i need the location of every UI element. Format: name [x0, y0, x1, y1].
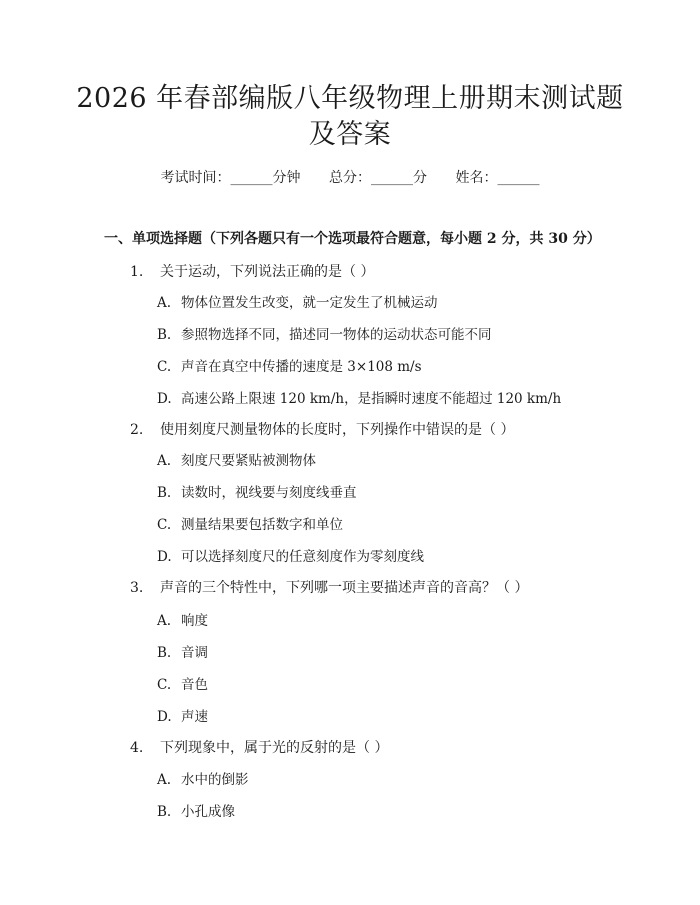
option-text: 测量结果要包括数字和单位 — [181, 517, 343, 533]
question-2-option-b — [157, 483, 357, 503]
question-number: 1. — [130, 264, 144, 280]
question-2-option-d — [157, 547, 424, 567]
question-4-option-a — [157, 770, 249, 790]
option-letter: B. — [157, 804, 172, 820]
option-text: 读数时，视线要与刻度线垂直 — [181, 485, 357, 501]
question-1-option-b — [157, 325, 492, 345]
question-1-option-d — [157, 389, 561, 409]
question-1-option-c — [157, 357, 422, 377]
option-letter: C. — [157, 359, 172, 375]
exam-title-line-1: 2026 年春部编版八年级物理上册期末测试题 — [76, 83, 624, 114]
question-1 — [130, 262, 374, 282]
option-letter: B. — [157, 327, 172, 343]
option-letter: D. — [157, 391, 172, 407]
option-text: 声速 — [181, 709, 208, 725]
option-letter: A. — [157, 453, 172, 469]
question-2 — [130, 420, 514, 440]
option-text: 刻度尺要紧贴被测物体 — [181, 453, 316, 469]
option-letter: D. — [157, 549, 172, 565]
question-text: 关于运动，下列说法正确的是（ ） — [160, 264, 375, 280]
question-3-option-d — [157, 707, 208, 727]
student-name-field: 姓名：______ — [455, 170, 540, 186]
question-text: 声音的三个特性中，下列哪一项主要描述声音的音高？（ ） — [160, 580, 529, 596]
option-text: 高速公路上限速 120 km/h，是指瞬时速度不能超过 120 km/h — [181, 391, 562, 407]
option-text: 可以选择刻度尺的任意刻度作为零刻度线 — [181, 549, 424, 565]
option-text: 音色 — [181, 677, 208, 693]
option-letter: C. — [157, 677, 172, 693]
option-letter: D. — [157, 709, 172, 725]
question-text: 下列现象中，属于光的反射的是（ ） — [160, 740, 389, 756]
option-text: 水中的倒影 — [181, 772, 249, 788]
question-3-option-a — [157, 611, 208, 631]
option-text: 音调 — [181, 645, 208, 661]
section-title: 一、单项选择题（下列各题只有一个选项最符合题意，每小题 2 分，共 30 分） — [104, 231, 601, 247]
option-text: 声音在真空中传播的速度是 3×108 m/s — [181, 359, 422, 375]
question-number: 3. — [130, 580, 144, 596]
question-2-option-a — [157, 451, 316, 471]
question-2-option-c — [157, 515, 343, 535]
question-4-option-b — [157, 802, 235, 822]
option-text: 响度 — [181, 613, 208, 629]
exam-title-line-2: 及答案 — [308, 119, 392, 150]
option-letter: B. — [157, 485, 172, 501]
question-3-option-b — [157, 643, 208, 663]
exam-time-field: 考试时间：______分钟 — [160, 170, 301, 186]
option-letter: C. — [157, 517, 172, 533]
total-score-field: 总分：______分 — [329, 170, 427, 186]
question-number: 2. — [130, 422, 144, 438]
question-3 — [130, 578, 528, 598]
question-number: 4. — [130, 740, 144, 756]
option-letter: A. — [157, 613, 172, 629]
question-text: 使用刻度尺测量物体的长度时，下列操作中错误的是（ ） — [160, 422, 515, 438]
question-1-option-a — [157, 293, 438, 313]
exam-meta — [0, 168, 700, 188]
option-letter: A. — [157, 295, 172, 311]
option-text: 小孔成像 — [181, 804, 235, 820]
option-text: 物体位置发生改变，就一定发生了机械运动 — [181, 295, 438, 311]
option-letter: B. — [157, 645, 172, 661]
question-4 — [130, 738, 388, 758]
option-text: 参照物选择不同，描述同一物体的运动状态可能不同 — [181, 327, 492, 343]
option-letter: A. — [157, 772, 172, 788]
question-3-option-c — [157, 675, 208, 695]
